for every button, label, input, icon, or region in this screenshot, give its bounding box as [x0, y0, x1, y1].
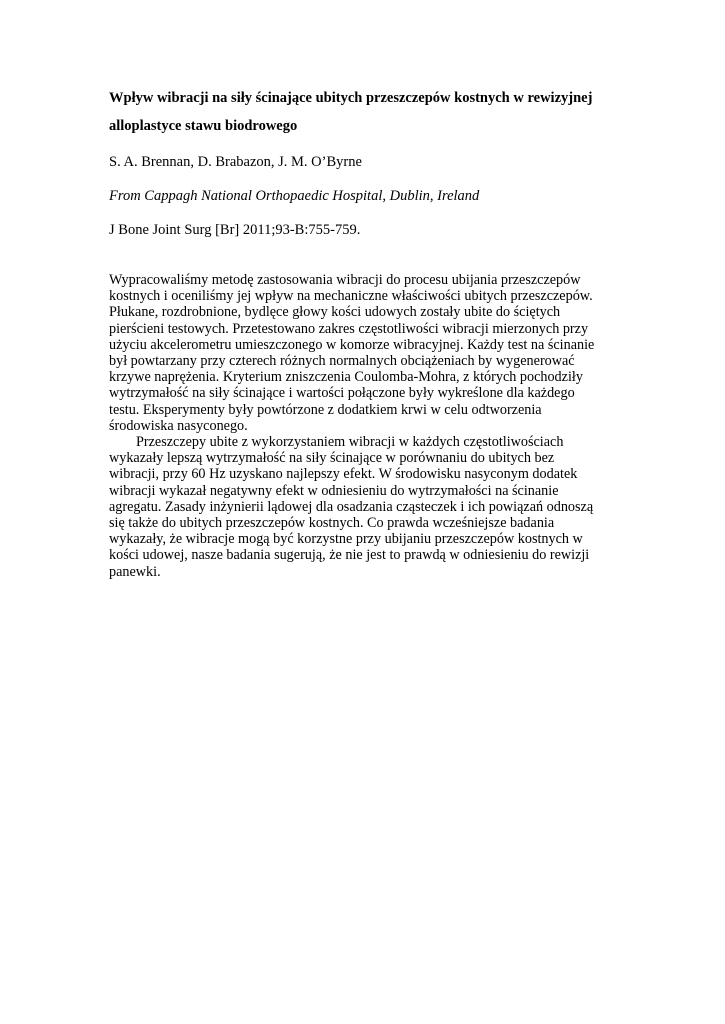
abstract-line: Wypracowaliśmy metodę zastosowania wibracji do procesu ubijania przeszczepów: [109, 272, 581, 288]
abstract-line: krzywe naprężenia. Kryterium zniszczenia Coulomba-Mohra, z których pochodziły: [109, 369, 583, 386]
abstract-line: użyciu akcelerometru umieszczonego w komorze wibracyjnej. Każdy test na ścinanie: [109, 336, 595, 353]
abstract-line: wykazały, że wibracje mogą być korzystne przy ubijaniu przeszczepów kostnych w: [109, 531, 583, 548]
abstract-line: środowiska nasyconego.: [109, 417, 248, 434]
abstract-line: wibracji, przy 60 Hz uzyskano najlepszy efekt. W środowisku nasyconym dodatek: [109, 466, 578, 483]
abstract-line: wytrzymałość na siły ścinające i wartości połączone były wykreślone dla każdego: [109, 385, 575, 402]
title-line-2: alloplastyce stawu biodrowego: [109, 118, 298, 134]
title-line-1: Wpływ wibracji na siły ścinające ubitych przeszczepów kostnych w rewizyjnej: [109, 90, 593, 106]
abstract-line: Płukane, rozdrobnione, bydlęce głowy kości udowych zostały ubite do ściętych: [109, 304, 561, 321]
citation: J Bone Joint Surg [Br] 2011;93-B:755-759.: [109, 222, 361, 238]
abstract-line: agregatu. Zasady inżynierii lądowej dla osadzania cząsteczek i ich powiązań odnoszą: [109, 498, 594, 515]
abstract-line: wykazały lepszą wytrzymałość na siły ścinające w porównaniu do ubitych bez: [109, 450, 555, 467]
abstract-line: pierścieni testowych. Przetestowano zakres częstotliwości wibracji mierzonych przy: [109, 320, 589, 337]
abstract-line: był powtarzany przy czterech różnych normalnych obciążeniach by wygenerować: [109, 353, 575, 370]
abstract-line: Przeszczepy ubite z wykorzystaniem wibracji w każdych częstotliwościach: [136, 434, 564, 451]
abstract-line: testu. Eksperymenty były powtórzone z dodatkiem krwi w celu odtworzenia: [109, 401, 542, 418]
abstract-line: się także do ubitych przeszczepów kostnych. Co prawda wcześniejsze badania: [109, 515, 555, 532]
document-title: [109, 84, 629, 140]
abstract-line: kości udowej, nasze badania sugerują, że nie jest to prawdą w odniesieniu do rewizji: [109, 547, 590, 564]
abstract-line: panewki.: [109, 563, 161, 580]
affiliation: From Cappagh National Orthopaedic Hospital, Dublin, Ireland: [109, 188, 480, 204]
abstract-line: wibracji wykazał negatywny efekt w odniesieniu do wytrzymałości na ścinanie: [109, 482, 559, 499]
abstract: [109, 272, 629, 580]
abstract-line: kostnych i oceniliśmy jej wpływ na mechaniczne właściwości ubitych przeszczepów.: [109, 288, 593, 305]
authors: S. A. Brennan, D. Brabazon, J. M. O’Byrne: [109, 154, 362, 170]
